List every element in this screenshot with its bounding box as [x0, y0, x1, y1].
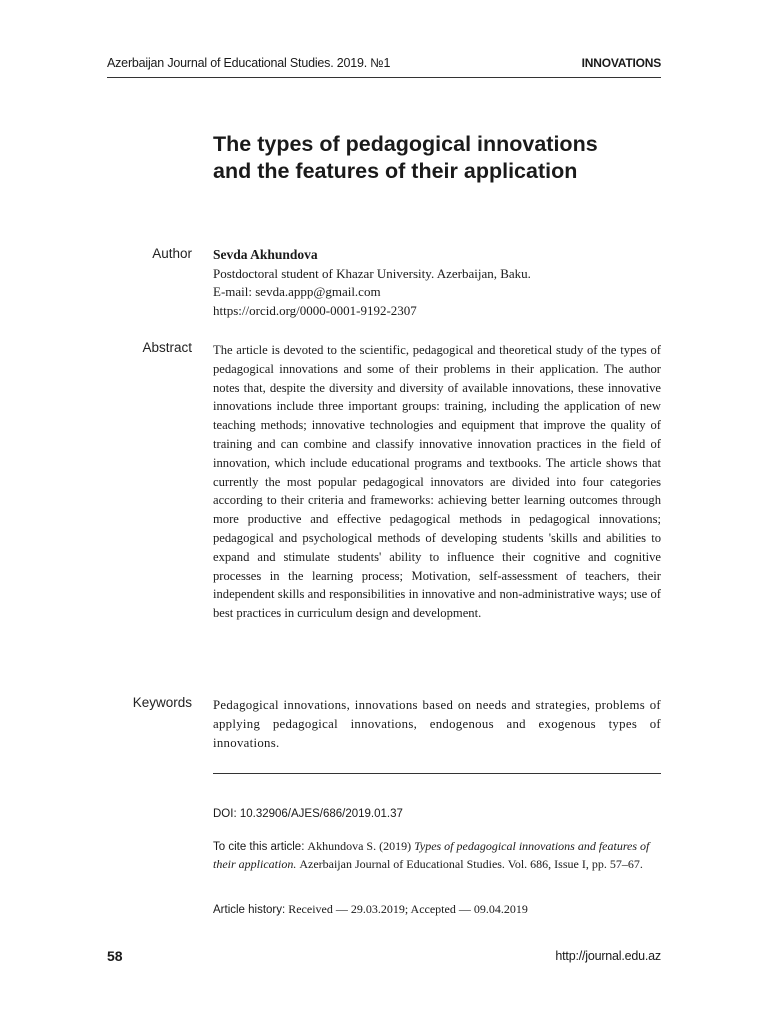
citation-title: Types of pedagogical innovations and features of their application.	[213, 839, 650, 871]
page-number: 58	[107, 948, 123, 964]
keywords-label: Keywords	[132, 695, 192, 710]
author-label: Author	[152, 246, 192, 261]
citation-lead: To cite this article:	[213, 841, 305, 853]
author-email: E-mail: sevda.appp@gmail.com	[213, 284, 381, 299]
author-name: Sevda Akhundova	[213, 247, 318, 262]
journal-website: http://journal.edu.az	[555, 949, 661, 963]
citation	[213, 838, 663, 873]
article-history	[213, 902, 528, 917]
journal-name: Azerbaijan Journal of Educational Studies. 2019. №1	[107, 56, 391, 70]
author-affiliation: Postdoctoral student of Khazar University. Azerbaijan, Baku.	[213, 265, 531, 281]
citation-authors: Akhundova S. (2019)	[307, 839, 412, 853]
abstract-label: Abstract	[142, 340, 192, 355]
citation-journal: Azerbaijan Journal of Educational Studies. Vol. 686, Issue I, pp. 57–67.	[299, 857, 643, 871]
doi: DOI: 10.32906/AJES/686/2019.01.37	[213, 808, 403, 820]
article-title-line-1: The types of pedagogical innovations	[213, 132, 598, 156]
article-title-line-2: and the features of their application	[213, 159, 578, 183]
abstract-text: The article is devoted to the scientific, pedagogical and theoretical study of the types of pedagogical innovations and some of their problems in their application. The author notes that, despite the diversity and diversity of available innovations, these innovative innovations include three important groups: training, including the application of new teaching methods; innovative technologies and equipment that improve the quality of training and can combine and classify innovative innovation practices in the field of innovation, which include educational programs and textbooks. The article shows that currently the most popular pedagogical innovators are divided into four categories according to their criteria and frameworks: achieving better learning outcomes through more productive and effective pedagogical methods in pedagogical innovations; pedagogical and psychological methods of developing students 'skills and abilities to expand and stimulate students' ability to influence their cognitive and cognitive processes in the learning process; Motivation, self-assessment of teachers, their independent skills and responsibilities in innovative and non-administrative ways; use of best practices in curriculum design and development.	[213, 343, 661, 621]
keywords-text: Pedagogical innovations, innovations based on needs and strategies, problems of applying pedagogical innovations, endogenous and exogenous types of innovations.	[213, 698, 661, 750]
section-name: INNOVATIONS	[581, 56, 661, 70]
history-lead: Article history:	[213, 904, 286, 916]
article-title	[213, 131, 663, 185]
section-divider	[213, 773, 661, 774]
running-header	[107, 54, 661, 74]
history-dates: Received — 29.03.2019; Accepted — 09.04.2019	[288, 902, 528, 916]
header-divider	[107, 77, 661, 78]
author-orcid: https://orcid.org/0000-0001-9192-2307	[213, 302, 417, 318]
author-block	[213, 246, 663, 320]
